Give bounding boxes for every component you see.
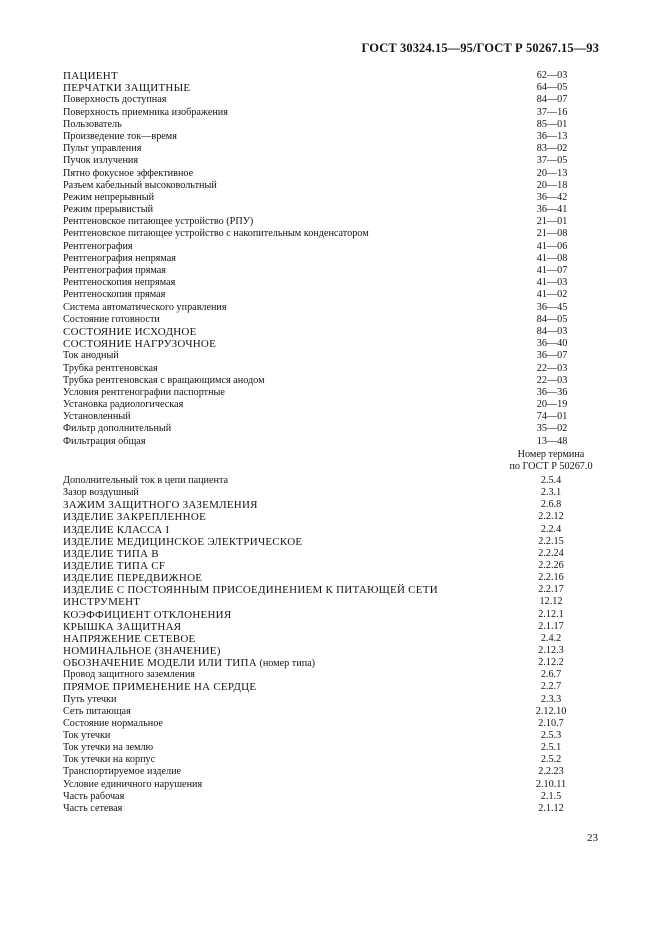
term-text: Условие единичного нарушения (63, 778, 203, 790)
term-text: Рентгеноскопия непрямая (63, 277, 176, 289)
index-row (63, 633, 599, 645)
term-label (63, 657, 315, 669)
term-number: 2.1.17 (538, 620, 564, 632)
index-row (63, 399, 599, 411)
term-text: Фильтрация общая (63, 435, 146, 447)
term-text: Поверхность доступная (63, 94, 167, 106)
term-label (63, 119, 122, 131)
term-text: Пятно фокусное эффективное (63, 167, 194, 179)
term-label (63, 216, 253, 228)
term-label (63, 536, 302, 548)
term-label (63, 143, 141, 155)
term-text: Условия рентгенографии паспортные (63, 386, 225, 398)
term-label (63, 180, 217, 192)
term-number: 2.2.12 (538, 511, 564, 523)
index-row (63, 609, 599, 621)
term-number: 41—02 (536, 289, 568, 301)
index-row (63, 411, 599, 423)
index-row (63, 706, 599, 718)
term-text: Состояние готовности (63, 313, 160, 325)
term-label (63, 499, 258, 511)
term-number: 84—05 (536, 313, 568, 325)
index-row (63, 131, 599, 143)
term-label (63, 253, 176, 265)
column-header-line-1: Номер термина (517, 449, 585, 460)
term-number: 2.1.5 (540, 790, 562, 802)
term-number: 2.5.1 (540, 742, 562, 754)
term-label (63, 228, 369, 240)
term-label (63, 192, 154, 204)
term-number: 2.2.16 (538, 572, 564, 584)
index-row (63, 204, 599, 216)
index-row (63, 584, 599, 596)
term-suffix: (номер типа) (256, 658, 316, 670)
index-row (63, 94, 599, 106)
index-row (63, 548, 599, 560)
term-text: ИЗДЕЛИЕ ТИПА В (63, 547, 159, 560)
term-number: 2.10.7 (538, 717, 564, 729)
index-row (63, 314, 599, 326)
term-label (63, 779, 202, 791)
index-row (63, 791, 599, 803)
term-number: 83—02 (536, 143, 568, 155)
index-row (63, 730, 599, 742)
term-number: 21—01 (536, 216, 568, 228)
term-label (63, 265, 166, 277)
term-text: Ток утечки на корпус (63, 754, 156, 766)
term-number: 2.1.12 (538, 802, 564, 814)
index-row (63, 363, 599, 375)
term-label (63, 706, 131, 718)
term-text: Часть сетевая (63, 802, 123, 814)
term-label (63, 633, 196, 645)
index-row (63, 487, 599, 499)
index-row (63, 572, 599, 584)
term-label (63, 791, 124, 803)
term-number: 36—07 (536, 350, 568, 362)
term-label (63, 204, 153, 216)
term-number: 22—03 (536, 374, 568, 386)
term-number: 2.12.2 (538, 657, 564, 669)
term-number: 2.2.24 (538, 547, 564, 559)
term-text: ИЗДЕЛИЕ МЕДИЦИНСКОЕ ЭЛЕКТРИЧЕСКОЕ (63, 535, 303, 548)
term-text: Сеть питающая (63, 705, 131, 717)
term-number: 36—40 (536, 338, 568, 350)
term-text: Ток анодный (63, 350, 119, 362)
term-number: 64—05 (536, 82, 568, 94)
term-text: ИЗДЕЛИЕ ТИПА CF (63, 559, 166, 572)
term-text: Поверхность приемника изображения (63, 106, 228, 118)
term-text: Режим прерывистый (63, 204, 154, 216)
term-text: ПЕРЧАТКИ ЗАЩИТНЫЕ (63, 82, 191, 95)
term-number: 62—03 (536, 70, 568, 81)
term-number: 2.12.10 (535, 705, 567, 717)
term-label (63, 511, 206, 523)
index-row (63, 475, 599, 487)
term-text: Рентгенография прямая (63, 265, 166, 276)
term-text: ИЗДЕЛИЕ ЗАКРЕПЛЕННОЕ (63, 511, 207, 524)
term-number: 2.4.2 (540, 632, 562, 644)
term-label (63, 609, 231, 621)
term-number: 12.12 (539, 596, 563, 608)
term-label (63, 487, 139, 499)
column-header (503, 449, 599, 473)
term-label (63, 754, 155, 766)
term-number: 2.5.2 (540, 754, 562, 766)
index-row (63, 326, 599, 338)
term-text: Ток утечки (63, 729, 111, 741)
term-number: 41—07 (536, 265, 568, 276)
term-label (63, 718, 163, 730)
term-number: 74—01 (536, 411, 568, 423)
term-text: ОБОЗНАЧЕНИЕ МОДЕЛИ ИЛИ ТИПА (63, 657, 257, 670)
term-text: НОМИНАЛЬНОЕ (ЗНАЧЕНИЕ) (63, 644, 221, 657)
term-label (63, 302, 227, 314)
term-text: Пользователь (63, 118, 122, 130)
term-number: 2.2.26 (538, 559, 564, 571)
index-row (63, 645, 599, 657)
term-text: ИЗДЕЛИЕ КЛАССА I (63, 523, 170, 536)
term-label (63, 387, 225, 399)
term-text: Дополнительный ток в цепи пациента (63, 475, 229, 486)
index-row (63, 621, 599, 633)
term-number: 85—01 (536, 118, 568, 130)
term-label (63, 560, 165, 572)
term-number: 20—13 (536, 167, 568, 179)
index-row (63, 436, 599, 448)
term-number: 41—03 (536, 277, 568, 289)
term-text: ПАЦИЕНТ (63, 70, 118, 82)
term-number: 2.2.7 (540, 681, 562, 693)
term-label (63, 338, 216, 350)
term-text: Рентгеноскопия прямая (63, 289, 166, 301)
term-text: НАПРЯЖЕНИЕ СЕТЕВОЕ (63, 632, 196, 645)
term-label (63, 168, 193, 180)
index-row (63, 387, 599, 399)
term-number: 2.2.17 (538, 584, 564, 596)
term-number: 2.2.4 (540, 523, 562, 535)
term-label (63, 694, 116, 706)
term-index-section-1 (63, 70, 599, 448)
term-text: Ток утечки на землю (63, 742, 154, 754)
term-text: КОЭФФИЦИЕНТ ОТКЛОНЕНИЯ (63, 608, 232, 621)
term-label (63, 363, 158, 375)
term-text: Путь утечки (63, 693, 117, 705)
index-row (63, 375, 599, 387)
term-label (63, 621, 181, 633)
term-label (63, 681, 256, 693)
index-row (63, 536, 599, 548)
index-row (63, 718, 599, 730)
term-number: 2.3.3 (540, 693, 562, 705)
index-row (63, 596, 599, 608)
term-number: 36—13 (536, 130, 568, 142)
index-row (63, 107, 599, 119)
index-row (63, 216, 599, 228)
term-number: 37—16 (536, 106, 568, 118)
index-row (63, 192, 599, 204)
term-text: Разъем кабельный высоковольтный (63, 179, 217, 191)
term-number: 22—03 (536, 362, 568, 374)
term-label (63, 645, 221, 657)
index-row (63, 694, 599, 706)
term-label (63, 423, 171, 435)
index-row (63, 754, 599, 766)
term-text: Зазор воздушный (63, 487, 139, 499)
term-number: 13—48 (536, 435, 568, 447)
index-row (63, 228, 599, 240)
index-row (63, 681, 599, 693)
term-label (63, 314, 160, 326)
term-number: 2.12.3 (538, 644, 564, 656)
term-number: 36—42 (536, 191, 568, 203)
column-header-line-2: по ГОСТ Р 50267.0 (509, 461, 593, 472)
term-number: 2.2.15 (538, 535, 564, 547)
term-label (63, 572, 202, 584)
term-text: Трубка рентгеновская (63, 362, 158, 374)
term-number: 2.5.3 (540, 729, 562, 741)
index-row (63, 338, 599, 350)
term-number: 35—02 (536, 423, 568, 435)
term-text: ИЗДЕЛИЕ ПЕРЕДВИЖНОЕ (63, 572, 203, 585)
index-row (63, 253, 599, 265)
term-text: СОСТОЯНИЕ ИСХОДНОЕ (63, 325, 197, 338)
term-number: 20—18 (536, 179, 568, 191)
term-text: Режим непрерывный (63, 191, 155, 203)
term-text: Рентгеновское питающее устройство (РПУ) (63, 216, 254, 228)
index-row (63, 423, 599, 435)
term-text: Произведение ток—время (63, 130, 177, 142)
term-label (63, 350, 119, 362)
index-row (63, 350, 599, 362)
index-row (63, 779, 599, 791)
index-row (63, 143, 599, 155)
index-row (63, 241, 599, 253)
index-row (63, 180, 599, 192)
term-number: 36—41 (536, 204, 568, 216)
term-text: ИНСТРУМЕНТ (63, 596, 141, 609)
document-header: ГОСТ 30324.15—95/ГОСТ Р 50267.15—93 (361, 41, 599, 55)
term-text: Пульт управления (63, 143, 142, 155)
term-number: 2.6.8 (540, 499, 562, 511)
term-text: Установка радиологическая (63, 399, 184, 411)
term-label (63, 277, 175, 289)
term-number: 36—36 (536, 386, 568, 398)
term-label (63, 475, 228, 487)
term-text: Транспортируемое изделие (63, 766, 182, 778)
term-label (63, 94, 166, 106)
term-text: Рентгенография (63, 240, 133, 252)
term-label (63, 375, 265, 387)
index-row (63, 669, 599, 681)
term-number: 2.12.1 (538, 608, 564, 620)
index-row (63, 82, 599, 94)
term-label (63, 107, 228, 119)
term-text: Система автоматического управления (63, 301, 227, 313)
term-number: 41—08 (536, 252, 568, 264)
index-row (63, 302, 599, 314)
term-label (63, 742, 153, 754)
term-label (63, 669, 195, 681)
index-row (63, 277, 599, 289)
index-row (63, 168, 599, 180)
term-number: 2.2.23 (538, 766, 564, 778)
page-number: 23 (587, 832, 598, 844)
index-row (63, 766, 599, 778)
term-number: 2.5.4 (540, 475, 562, 486)
term-label (63, 436, 146, 448)
term-text: СОСТОЯНИЕ НАГРУЗОЧНОЕ (63, 338, 217, 351)
term-number: 36—45 (536, 301, 568, 313)
term-text: Рентгеновское питающее устройство с накопительным конденсатором (63, 228, 369, 240)
term-text: Установленный (63, 411, 131, 423)
term-label (63, 155, 138, 167)
term-text: Часть рабочая (63, 790, 125, 802)
index-row (63, 265, 599, 277)
term-number: 20—19 (536, 399, 568, 411)
term-number: 2.10.11 (535, 778, 567, 790)
term-label (63, 548, 159, 560)
index-row (63, 560, 599, 572)
term-number: 84—03 (536, 325, 568, 337)
term-label (63, 730, 110, 742)
term-label (63, 766, 181, 778)
term-text: Пучок излучения (63, 155, 139, 167)
term-label (63, 82, 190, 94)
term-number: 84—07 (536, 94, 568, 106)
index-row (63, 657, 599, 669)
term-text: ПРЯМОЕ ПРИМЕНЕНИЕ НА СЕРДЦЕ (63, 681, 257, 694)
term-label (63, 803, 122, 815)
index-row (63, 524, 599, 536)
term-label (63, 241, 133, 253)
term-text: ИЗДЕЛИЕ С ПОСТОЯННЫМ ПРИСОЕДИНЕНИЕМ К ПИТАЮЩЕЙ СЕТИ (63, 584, 438, 597)
index-row (63, 289, 599, 301)
index-row (63, 155, 599, 167)
term-label (63, 411, 131, 423)
term-label (63, 131, 177, 143)
index-row (63, 70, 599, 82)
term-label (63, 70, 118, 82)
term-number: 21—08 (536, 228, 568, 240)
term-number: 2.3.1 (540, 487, 562, 499)
term-number: 2.6.7 (540, 669, 562, 681)
term-label (63, 326, 197, 338)
term-text: Состояние нормальное (63, 717, 163, 729)
term-label (63, 596, 140, 608)
index-row (63, 803, 599, 815)
term-number: 37—05 (536, 155, 568, 167)
term-text: ЗАЖИМ ЗАЩИТНОГО ЗАЗЕМЛЕНИЯ (63, 499, 258, 512)
term-text: КРЫШКА ЗАЩИТНАЯ (63, 620, 182, 633)
index-row (63, 119, 599, 131)
term-index-section-2 (63, 475, 599, 815)
term-label (63, 524, 169, 536)
term-number: 41—06 (536, 240, 568, 252)
term-label (63, 289, 165, 301)
term-text: Трубка рентгеновская с вращающимся анодом (63, 374, 265, 386)
index-row (63, 499, 599, 511)
term-label (63, 584, 438, 596)
term-text: Фильтр дополнительный (63, 423, 172, 435)
index-row (63, 511, 599, 523)
index-row (63, 742, 599, 754)
term-text: Рентгенография непрямая (63, 252, 176, 264)
term-text: Провод защитного заземления (63, 669, 195, 681)
term-label (63, 399, 183, 411)
